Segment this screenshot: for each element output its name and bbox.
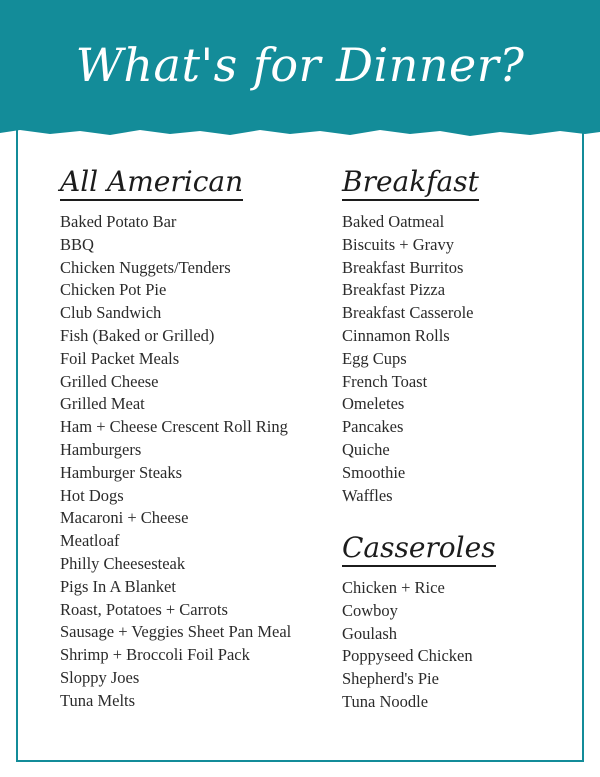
list-item: Hamburger Steaks: [60, 462, 183, 482]
section-breakfast: [342, 166, 479, 507]
list-item: Tuna Melts: [60, 690, 136, 710]
list-item: Breakfast Casserole: [342, 303, 474, 323]
list-item: Club Sandwich: [60, 303, 162, 323]
list-item: Egg Cups: [342, 348, 407, 368]
list-item: Quiche: [342, 439, 390, 459]
list-item: Grilled Cheese: [60, 371, 159, 391]
list-item: Cowboy: [342, 600, 398, 620]
list-item: Pancakes: [342, 417, 404, 437]
list-item: Foil Packet Meals: [60, 348, 180, 368]
list-item: Ham + Cheese Crescent Roll Ring: [60, 417, 288, 437]
list-item: Hot Dogs: [60, 485, 124, 505]
page-title: What's for Dinner?: [75, 38, 525, 92]
list-item: Tuna Noodle: [342, 691, 429, 711]
list-item: Biscuits + Gravy: [342, 234, 454, 254]
list-item: Hamburgers: [60, 439, 142, 459]
list-item: Meatloaf: [60, 531, 120, 551]
list-item: Sausage + Veggies Sheet Pan Meal: [60, 622, 292, 642]
list-item: Sloppy Joes: [60, 667, 140, 687]
list-item: Chicken Pot Pie: [60, 280, 167, 300]
list-item: Waffles: [342, 485, 393, 505]
list-item: Breakfast Pizza: [342, 280, 446, 300]
all-american-list: [60, 211, 291, 713]
list-item: Omeletes: [342, 394, 405, 414]
section-heading-casseroles: Casseroles: [342, 532, 496, 567]
list-item: French Toast: [342, 371, 428, 391]
list-item: Baked Oatmeal: [342, 212, 445, 231]
list-item: Grilled Meat: [60, 394, 145, 414]
section-all-american: [60, 166, 291, 713]
list-item: Breakfast Burritos: [342, 257, 464, 277]
list-item: Goulash: [342, 623, 397, 643]
list-item: Shrimp + Broccoli Foil Pack: [60, 645, 250, 665]
list-item: Baked Potato Bar: [60, 212, 177, 231]
section-casseroles: [342, 532, 496, 714]
list-item: Cinnamon Rolls: [342, 325, 450, 345]
casseroles-list: [342, 577, 496, 714]
list-item: Pigs In A Blanket: [60, 576, 176, 596]
list-item: Poppyseed Chicken: [342, 646, 473, 666]
breakfast-list: [342, 211, 479, 507]
list-item: Macaroni + Cheese: [60, 508, 189, 528]
section-heading-all-american: All American: [60, 166, 243, 201]
list-item: Chicken + Rice: [342, 578, 445, 597]
list-item: BBQ: [60, 234, 94, 254]
list-item: Chicken Nuggets/Tenders: [60, 257, 231, 277]
list-item: Philly Cheesesteak: [60, 553, 186, 573]
list-item: Fish (Baked or Grilled): [60, 325, 215, 345]
section-heading-breakfast: Breakfast: [342, 166, 479, 201]
list-item: Roast, Potatoes + Carrots: [60, 599, 228, 619]
list-item: Smoothie: [342, 462, 406, 482]
list-item: Shepherd's Pie: [342, 669, 439, 689]
